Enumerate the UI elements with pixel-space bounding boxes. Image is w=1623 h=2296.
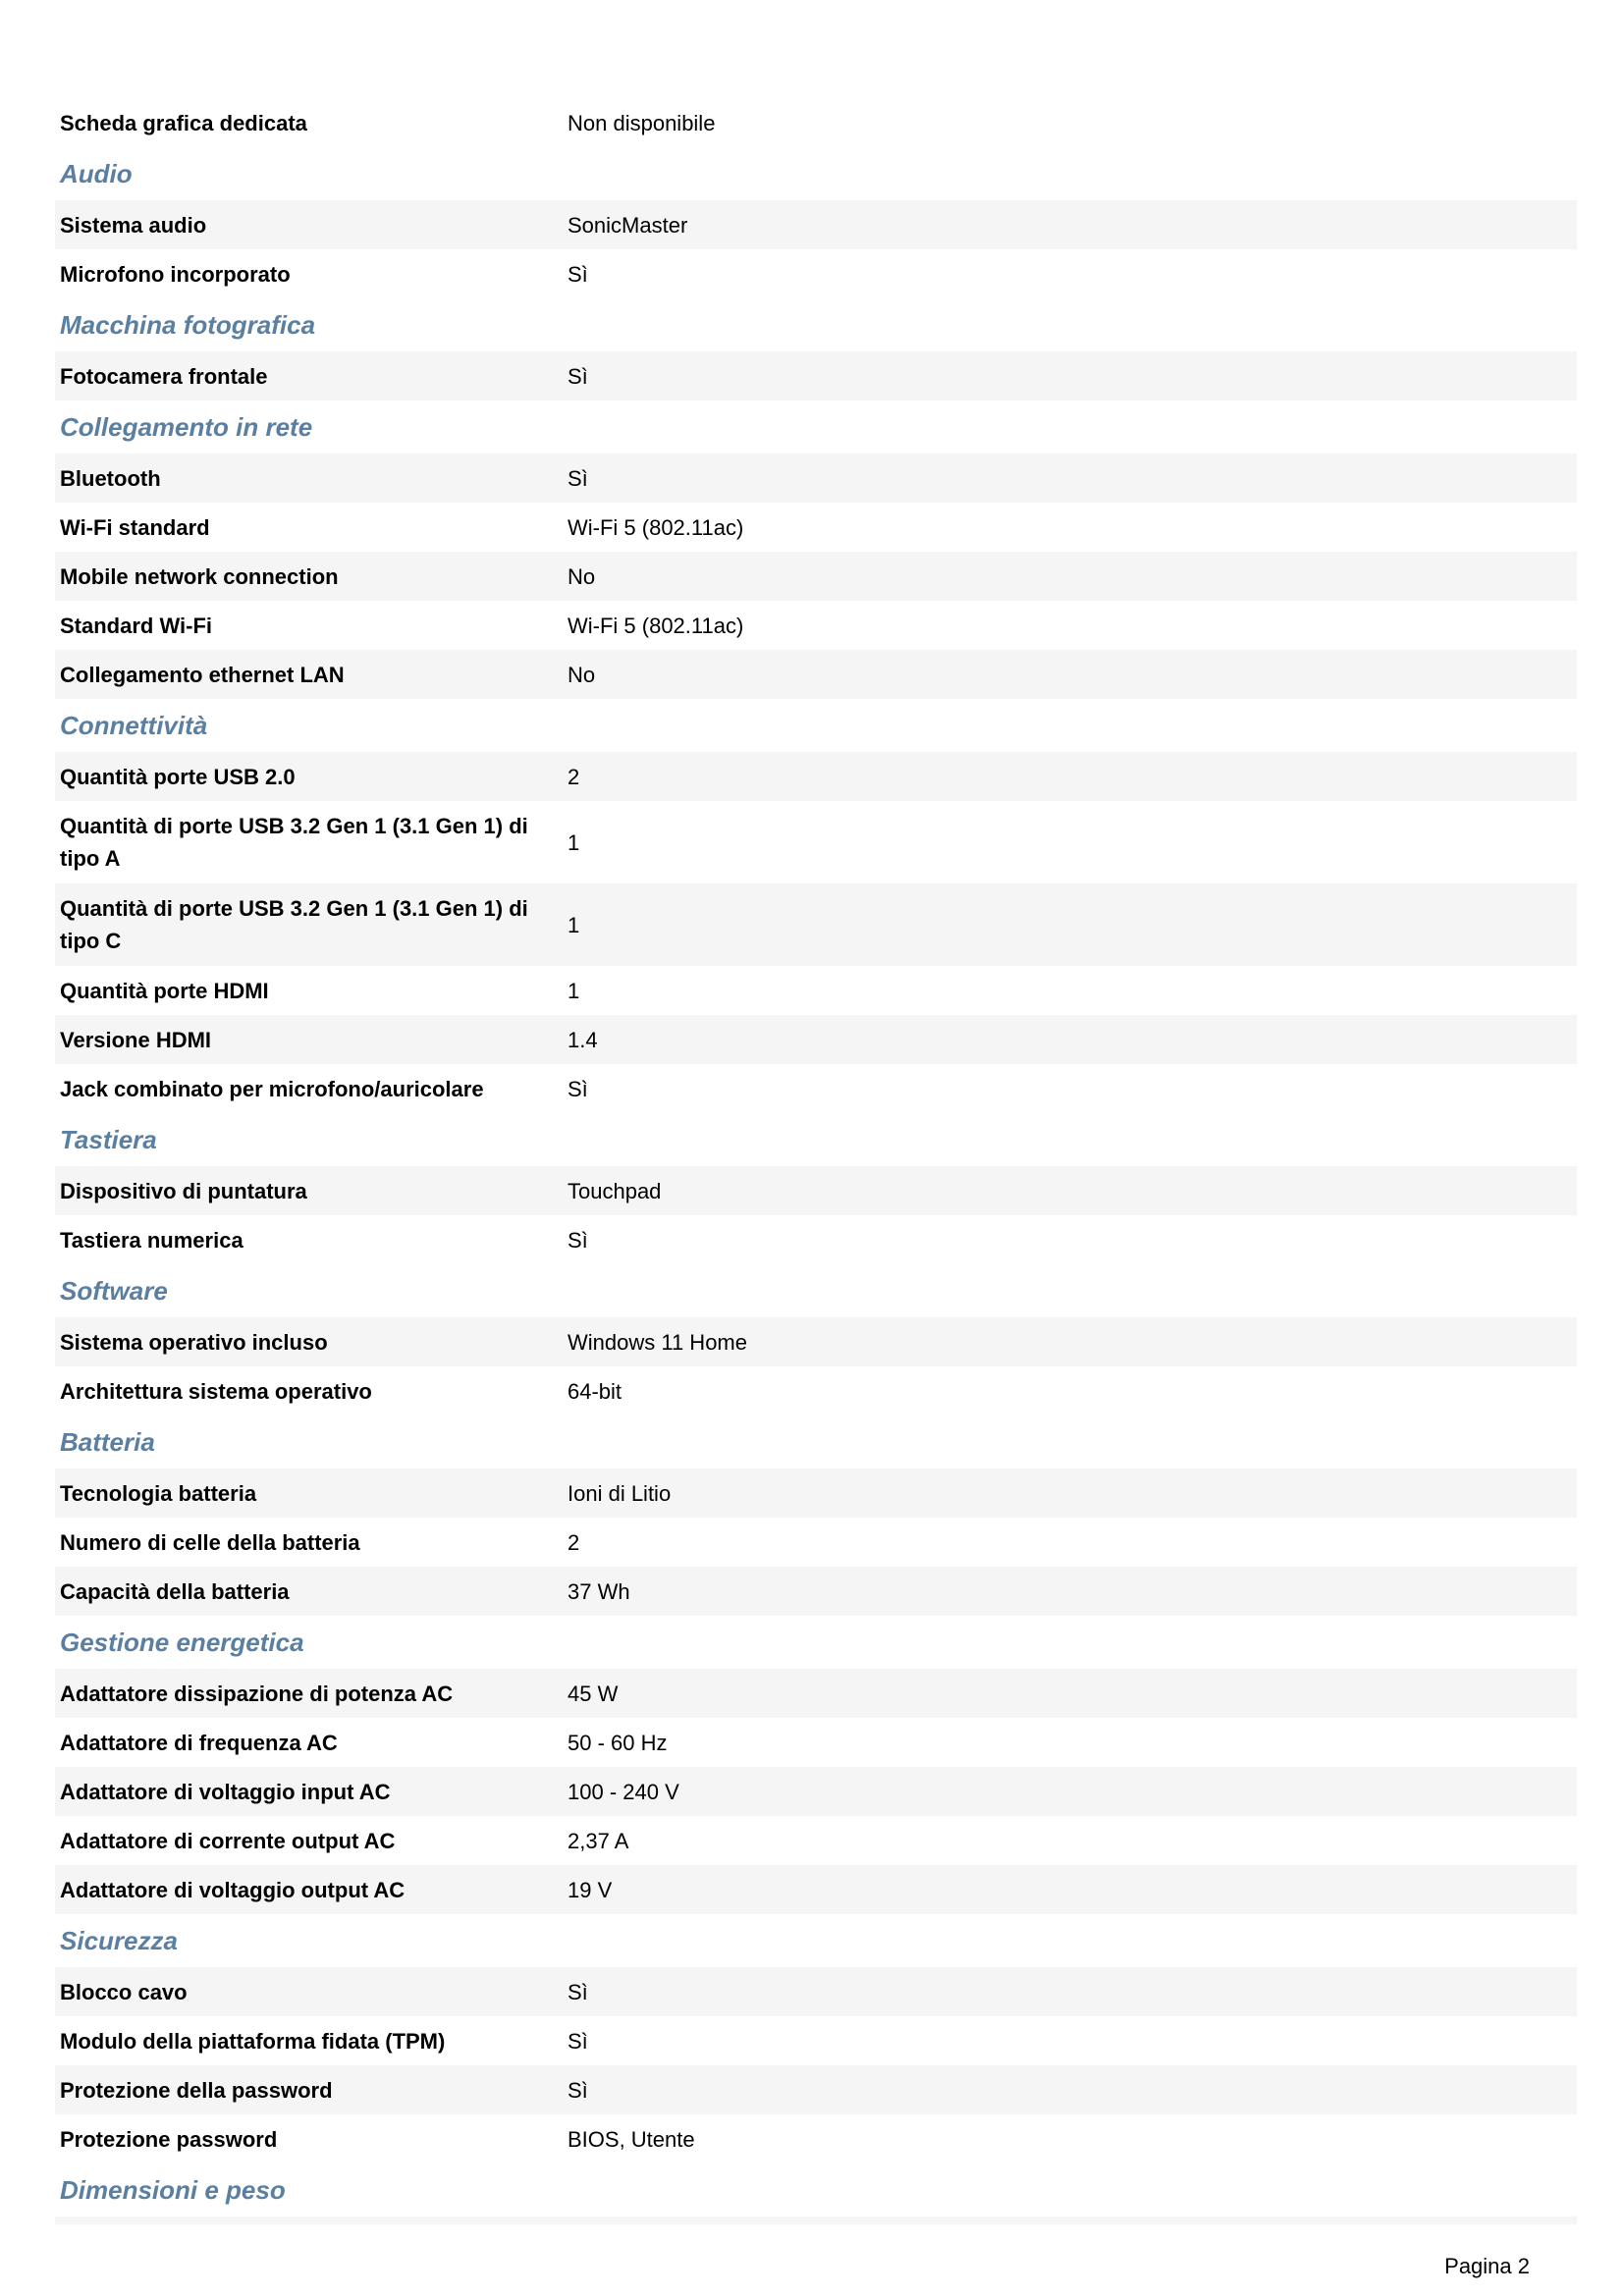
spec-label: Scheda grafica dedicata xyxy=(60,110,307,135)
spec-row xyxy=(55,1816,1577,1865)
spec-label: Tecnologia batteria xyxy=(60,1480,257,1506)
section-title-software: Software xyxy=(60,1276,168,1306)
spec-row xyxy=(55,601,1577,650)
spec-label: Numero di celle della batteria xyxy=(60,1529,360,1555)
spec-label: Standard Wi-Fi xyxy=(60,613,213,638)
spec-row xyxy=(55,1967,1577,2016)
spec-value: 50 - 60 Hz xyxy=(568,1730,668,1755)
spec-row xyxy=(55,883,1577,966)
spec-label: Collegamento ethernet LAN xyxy=(60,662,345,687)
spec-label: Quantità di porte USB 3.2 Gen 1 (3.1 Gen 1) di tipo A xyxy=(60,814,528,871)
spec-value: Sì xyxy=(568,2028,588,2054)
section-title-audio: Audio xyxy=(60,159,133,188)
spec-value: 19 V xyxy=(568,1877,613,1902)
spec-value: 1 xyxy=(568,829,580,855)
spec-label: Blocco cavo xyxy=(60,1979,188,2004)
spec-row xyxy=(55,2016,1577,2065)
spec-value: Sì xyxy=(568,2077,588,2103)
section-title-collegamento-in-rete: Collegamento in rete xyxy=(60,412,313,442)
spec-label: Jack combinato per microfono/auricolare xyxy=(60,1076,484,1101)
spec-value: Windows 11 Home xyxy=(568,1329,747,1355)
spec-row xyxy=(55,552,1577,601)
spec-label: Adattatore di voltaggio input AC xyxy=(60,1779,391,1804)
spec-label: Fotocamera frontale xyxy=(60,363,268,389)
spec-label: Capacità della batteria xyxy=(60,1578,290,1604)
spec-row xyxy=(55,98,1577,147)
spec-label: Mobile network connection xyxy=(60,563,339,589)
spec-label: Architettura sistema operativo xyxy=(60,1378,372,1404)
spec-value: BIOS, Utente xyxy=(568,2126,695,2152)
spec-value: 45 W xyxy=(568,1681,619,1706)
spec-label: Wi-Fi standard xyxy=(60,514,210,540)
spec-label: Adattatore dissipazione di potenza AC xyxy=(60,1681,454,1706)
spec-label: Adattatore di corrente output AC xyxy=(60,1828,396,1853)
continuation-strip xyxy=(55,2216,1577,2224)
spec-row xyxy=(55,1317,1577,1366)
spec-sheet xyxy=(55,98,1577,2224)
spec-label: Adattatore di frequenza AC xyxy=(60,1730,338,1755)
spec-value: Sì xyxy=(568,261,588,287)
section-title-connettivita: Connettività xyxy=(60,711,208,740)
spec-row xyxy=(55,1468,1577,1518)
spec-value: 2 xyxy=(568,1529,580,1555)
spec-row xyxy=(55,351,1577,400)
spec-value: SonicMaster xyxy=(568,212,688,238)
spec-value: 37 Wh xyxy=(568,1578,630,1604)
spec-value: Sì xyxy=(568,1227,588,1253)
spec-row xyxy=(55,200,1577,249)
spec-value: 1 xyxy=(568,978,580,1003)
section-title-macchina-fotografica: Macchina fotografica xyxy=(60,310,316,340)
spec-label: Quantità di porte USB 3.2 Gen 1 (3.1 Gen 1) di tipo C xyxy=(60,896,528,953)
spec-row xyxy=(55,1567,1577,1616)
spec-value: Wi-Fi 5 (802.11ac) xyxy=(568,514,744,540)
spec-value: Non disponibile xyxy=(568,110,716,135)
spec-label: Sistema audio xyxy=(60,212,207,238)
spec-row xyxy=(55,1865,1577,1914)
spec-row xyxy=(55,1064,1577,1113)
spec-value: Sì xyxy=(568,1076,588,1101)
spec-value: Sì xyxy=(568,1979,588,2004)
spec-value: Wi-Fi 5 (802.11ac) xyxy=(568,613,744,638)
spec-row xyxy=(55,966,1577,1015)
spec-row xyxy=(55,1366,1577,1415)
section-title-gestione-energetica: Gestione energetica xyxy=(60,1628,304,1657)
spec-value: No xyxy=(568,662,596,687)
spec-row xyxy=(55,2065,1577,2114)
spec-row xyxy=(55,249,1577,298)
spec-label: Protezione password xyxy=(60,2126,278,2152)
section-title-tastiera: Tastiera xyxy=(60,1125,157,1154)
spec-row xyxy=(55,650,1577,699)
spec-row xyxy=(55,1718,1577,1767)
spec-label: Bluetooth xyxy=(60,465,161,491)
spec-label: Protezione della password xyxy=(60,2077,333,2103)
section-title-sicurezza: Sicurezza xyxy=(60,1926,178,1955)
spec-label: Microfono incorporato xyxy=(60,261,291,287)
section-title-dimensioni-e-peso: Dimensioni e peso xyxy=(60,2175,286,2205)
spec-value: 64-bit xyxy=(568,1378,622,1404)
section-title-batteria: Batteria xyxy=(60,1427,155,1457)
spec-row xyxy=(55,1215,1577,1264)
spec-row xyxy=(55,1518,1577,1567)
spec-row xyxy=(55,503,1577,552)
spec-label: Modulo della piattaforma fidata (TPM) xyxy=(60,2028,446,2054)
spec-value: No xyxy=(568,563,596,589)
spec-row xyxy=(55,1166,1577,1215)
page-number: Pagina 2 xyxy=(1444,2254,1530,2278)
spec-row xyxy=(55,1767,1577,1816)
spec-label: Sistema operativo incluso xyxy=(60,1329,328,1355)
spec-row xyxy=(55,752,1577,801)
spec-value: 2 xyxy=(568,764,580,789)
spec-value: 1.4 xyxy=(568,1027,598,1052)
spec-value: Ioni di Litio xyxy=(568,1480,672,1506)
spec-label: Quantità porte USB 2.0 xyxy=(60,764,296,789)
spec-value: 100 - 240 V xyxy=(568,1779,679,1804)
spec-label: Quantità porte HDMI xyxy=(60,978,269,1003)
spec-value: Sì xyxy=(568,465,588,491)
spec-row xyxy=(55,454,1577,503)
spec-label: Tastiera numerica xyxy=(60,1227,243,1253)
spec-value: 2,37 A xyxy=(568,1828,629,1853)
spec-value: Sì xyxy=(568,363,588,389)
spec-value: Touchpad xyxy=(568,1178,662,1203)
spec-row xyxy=(55,1015,1577,1064)
spec-value: 1 xyxy=(568,912,580,937)
spec-row xyxy=(55,2114,1577,2163)
spec-label: Dispositivo di puntatura xyxy=(60,1178,307,1203)
spec-row xyxy=(55,1669,1577,1718)
spec-row xyxy=(55,801,1577,883)
spec-label: Adattatore di voltaggio output AC xyxy=(60,1877,406,1902)
spec-label: Versione HDMI xyxy=(60,1027,212,1052)
